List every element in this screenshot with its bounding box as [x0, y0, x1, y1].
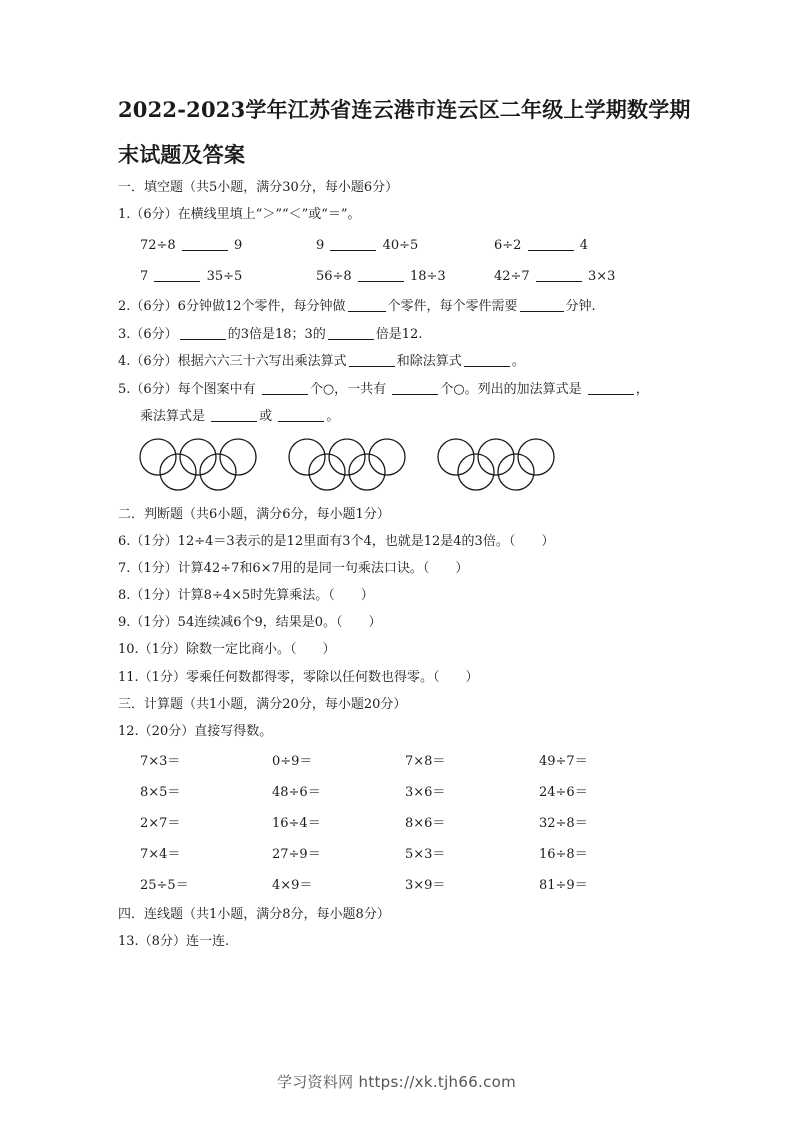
compare-item: 56÷8 18÷3 [316, 269, 446, 284]
calc-item: 8×6＝ [405, 816, 446, 831]
circle-icon [289, 439, 325, 475]
calc-item: 5×3＝ [405, 847, 446, 862]
section-heading-matching: 四．连线题（共1小题，满分8分，每小题8分） [118, 907, 390, 922]
calc-item: 16÷4＝ [272, 816, 321, 831]
answer-blank[interactable] [358, 269, 404, 282]
circle-group-3 [438, 439, 554, 490]
circle-icon [220, 439, 256, 475]
circle-icon [349, 454, 385, 490]
answer-blank[interactable] [182, 238, 228, 251]
answer-blank[interactable] [211, 409, 257, 422]
answer-blank[interactable] [180, 327, 226, 340]
answer-blank[interactable] [349, 354, 395, 367]
circle-icon [478, 439, 514, 475]
circle-icon [518, 439, 554, 475]
calc-item: 4×9＝ [272, 878, 313, 893]
calc-item: 32÷8＝ [539, 816, 588, 831]
answer-blank[interactable] [528, 238, 574, 251]
question-2: 2.（6分）6分钟做12个零件，每分钟做 个零件，每个零件需要 分钟. [118, 299, 596, 314]
answer-blank[interactable] [588, 382, 634, 395]
calc-item: 49÷7＝ [539, 754, 588, 769]
answer-blank[interactable] [278, 409, 324, 422]
answer-blank[interactable] [520, 299, 564, 312]
circle-group-1 [140, 439, 256, 490]
question-6: 6.（1分）12÷4＝3表示的是12里面有3个4，也就是12是4的3倍。（ ） [118, 534, 555, 549]
calc-item: 8×5＝ [140, 785, 181, 800]
question-7: 7.（1分）计算42÷7和6×7用的是同一句乘法口诀。（ ） [118, 561, 469, 576]
answer-blank[interactable] [348, 299, 386, 312]
calc-item: 0÷9＝ [272, 754, 313, 769]
section-heading-true-false: 二．判断题（共6小题，满分6分，每小题1分） [118, 507, 390, 522]
circle-group-2 [289, 439, 405, 490]
compare-item: 6÷2 4 [494, 238, 588, 253]
calc-item: 27÷9＝ [272, 847, 321, 862]
calc-item: 3×6＝ [405, 785, 446, 800]
circle-icon [180, 439, 216, 475]
compare-item: 72÷8 9 [140, 238, 243, 253]
section-heading-fill-in: 一．填空题（共5小题，满分30分，每小题6分） [118, 180, 399, 195]
calc-item: 7×8＝ [405, 754, 446, 769]
circle-icon [438, 439, 474, 475]
question-11: 11.（1分）零乘任何数都得零，零除以任何数也得零。（ ） [118, 670, 479, 685]
answer-blank[interactable] [464, 354, 510, 367]
calc-item: 7×4＝ [140, 847, 181, 862]
circle-icon [498, 454, 534, 490]
answer-blank[interactable] [262, 382, 308, 395]
question-4: 4.（6分）根据六六三十六写出乘法算式 和除法算式 。 [118, 354, 525, 369]
calc-item: 3×9＝ [405, 878, 446, 893]
site-watermark-footer[interactable]: 学习资料网 https://xk.tjh66.com [276, 1073, 517, 1091]
question-8: 8.（1分）计算8÷4×5时先算乘法。（ ） [118, 588, 374, 603]
compare-item: 42÷7 3×3 [494, 269, 616, 284]
circle-icon [160, 454, 196, 490]
question-5-line-2: 乘法算式是 或 。 [140, 409, 340, 424]
calc-item: 81÷9＝ [539, 878, 588, 893]
answer-blank[interactable] [154, 269, 200, 282]
compare-item: 9 40÷5 [316, 238, 419, 253]
circle-icon [309, 454, 345, 490]
circle-pattern-figure [139, 436, 559, 496]
calc-item: 25÷5＝ [140, 878, 189, 893]
question-13-label: 13.（8分）连一连. [118, 934, 230, 949]
circle-icon [458, 454, 494, 490]
answer-blank[interactable] [328, 327, 374, 340]
circle-icon [140, 439, 176, 475]
question-1-label: 1.（6分）在横线里填上“＞”“＜”或“＝”。 [118, 207, 361, 222]
question-12-label: 12.（20分）直接写得数。 [118, 724, 273, 739]
section-heading-calculation: 三．计算题（共1小题，满分20分，每小题20分） [118, 697, 407, 712]
circle-icon [329, 439, 365, 475]
calc-item: 16÷8＝ [539, 847, 588, 862]
answer-blank[interactable] [330, 238, 376, 251]
circle-icon [369, 439, 405, 475]
calc-item: 24÷6＝ [539, 785, 588, 800]
circle-icon [200, 454, 236, 490]
answer-blank[interactable] [536, 269, 582, 282]
calc-item: 7×3＝ [140, 754, 181, 769]
answer-blank[interactable] [392, 382, 438, 395]
calc-item: 2×7＝ [140, 816, 181, 831]
calc-item: 48÷6＝ [272, 785, 321, 800]
document-title-line-2: 末试题及答案 [118, 142, 246, 167]
question-9: 9.（1分）54连续减6个9，结果是0。（ ） [118, 615, 382, 630]
compare-item: 7 35÷5 [140, 269, 243, 284]
question-5-line-1: 5.（6分）每个图案中有 个○，一共有 个○。列出的加法算式是 ， [118, 382, 649, 397]
question-3: 3.（6分） 的3倍是18；3的 倍是12. [118, 327, 423, 342]
question-10: 10.（1分）除数一定比商小。（ ） [118, 642, 336, 657]
document-title-line-1: 2022-2023学年江苏省连云港市连云区二年级上学期数学期 [118, 97, 691, 122]
